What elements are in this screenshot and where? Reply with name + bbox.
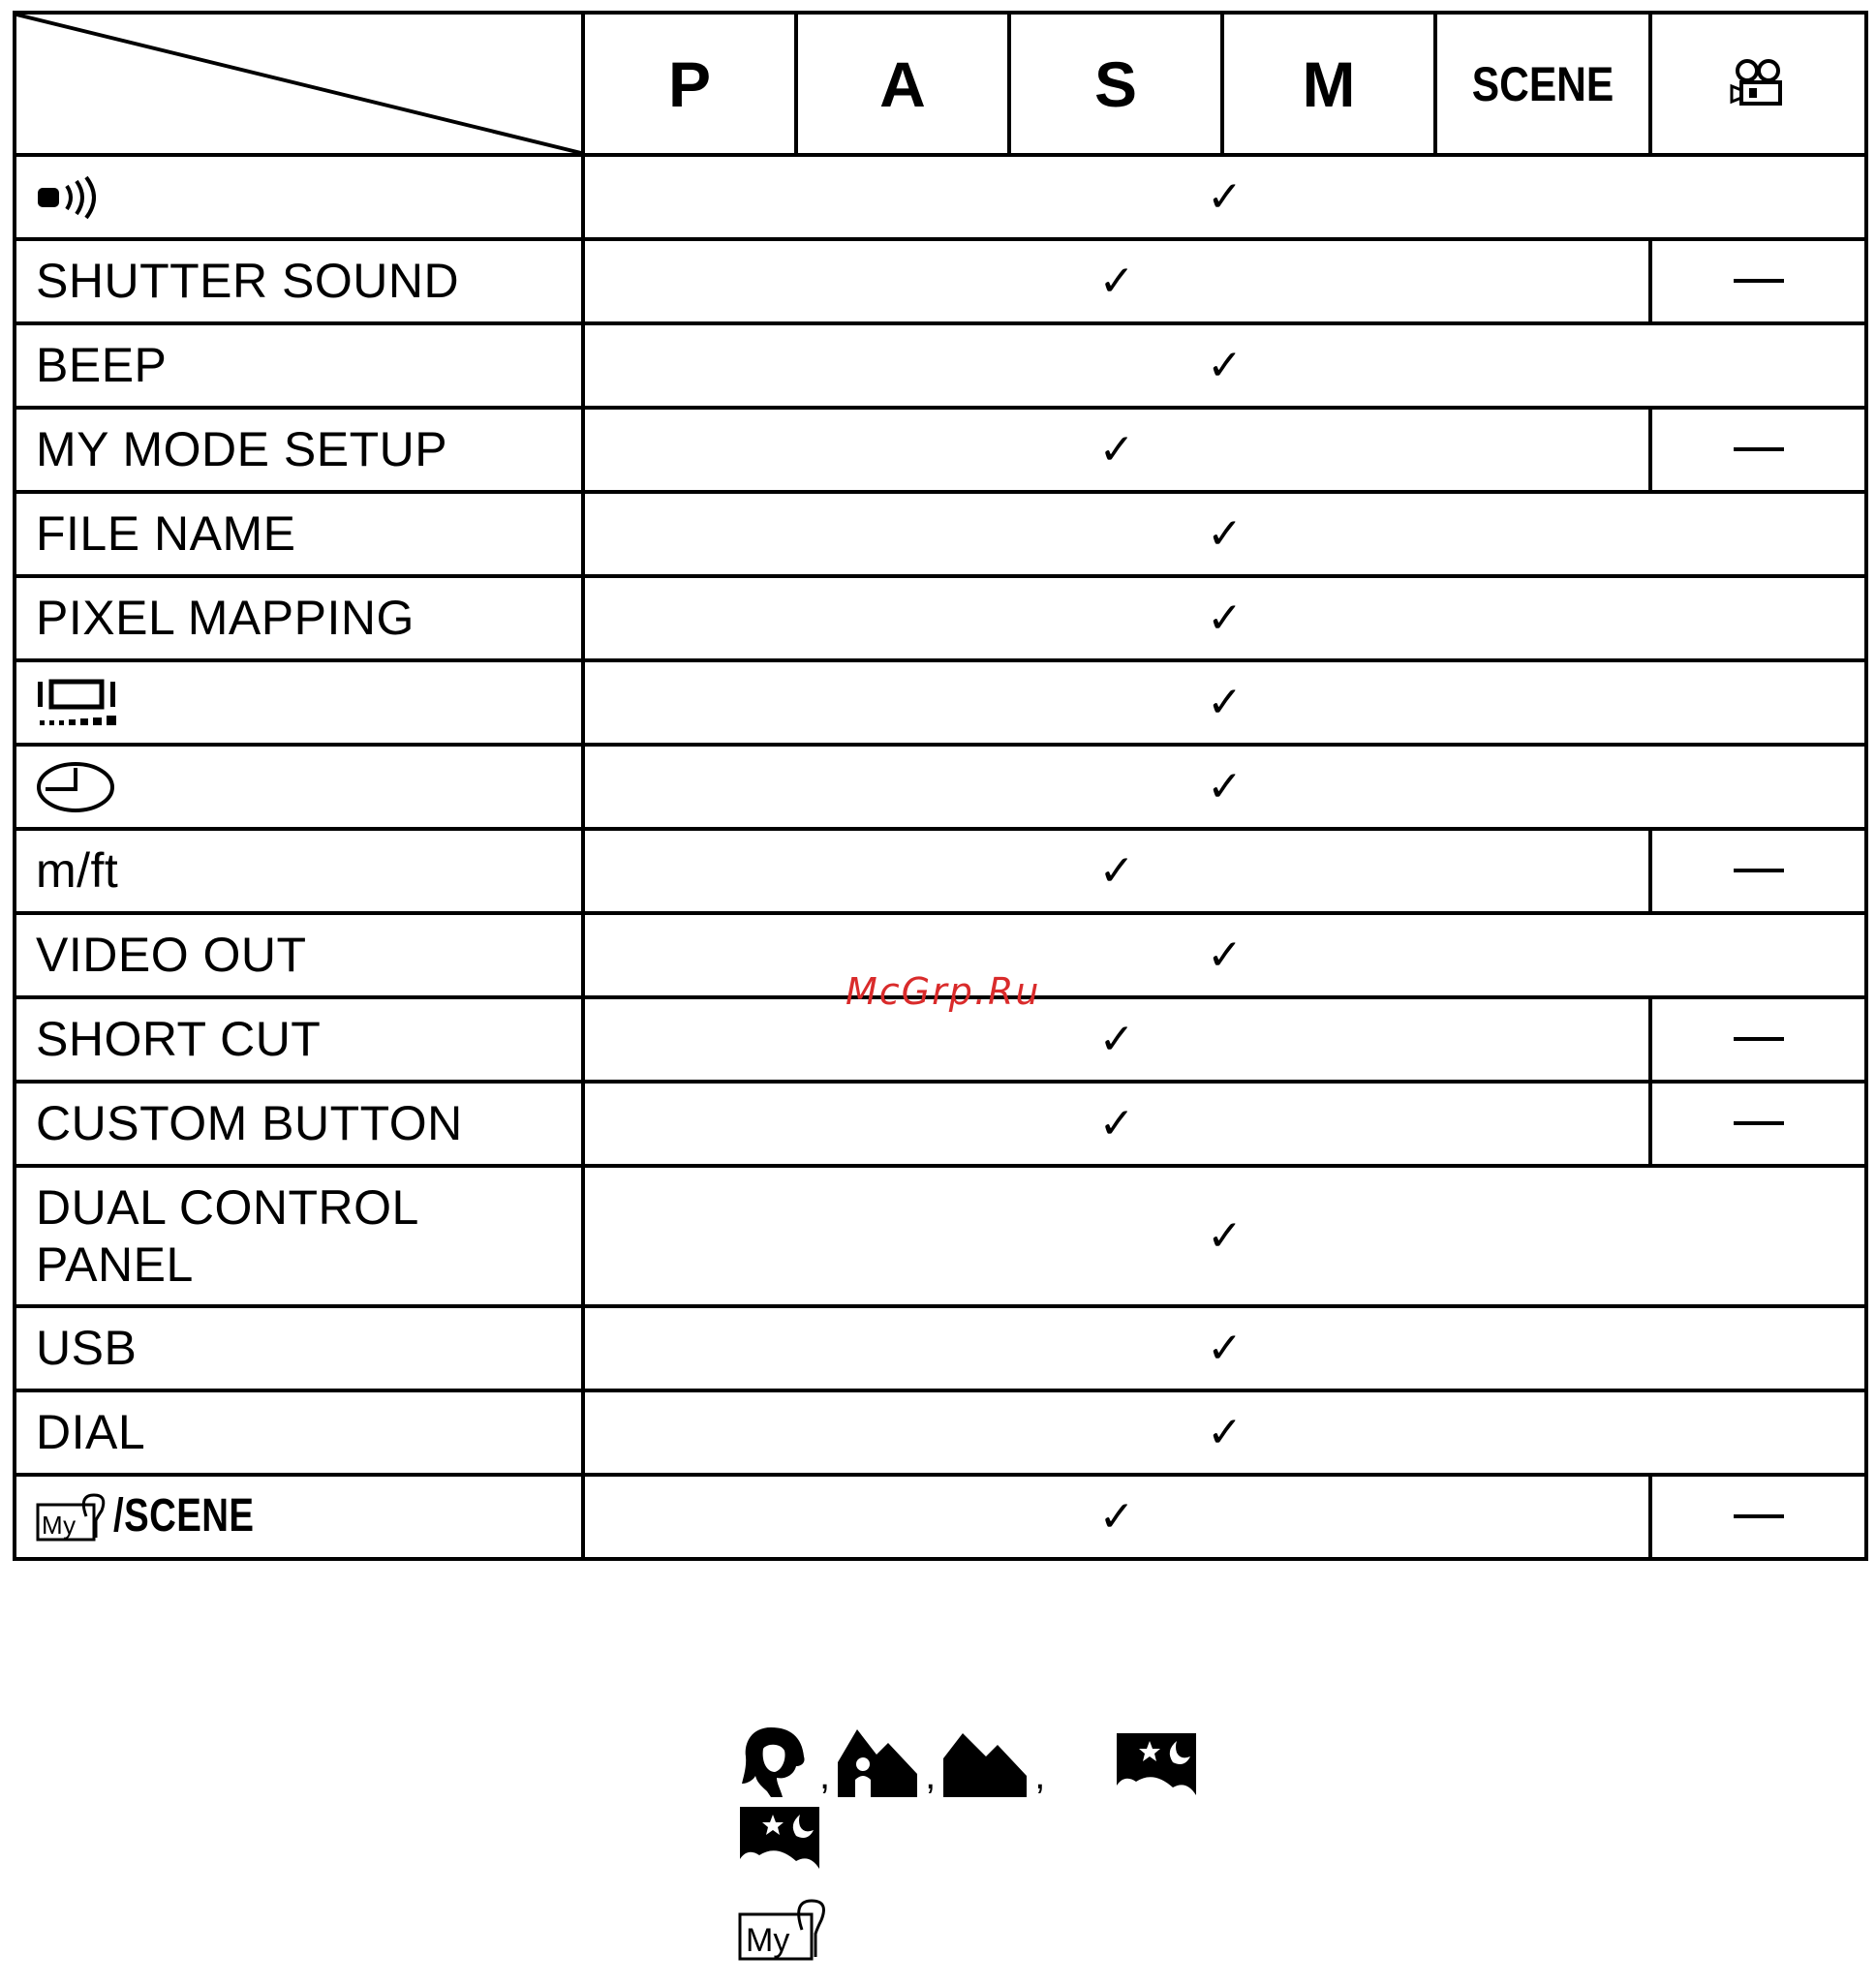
row-label: PIXEL MAPPING [15, 576, 583, 660]
mode-header-m: M [1222, 13, 1435, 155]
landscape-portrait-icon [836, 1724, 919, 1799]
row-check: ✓ [583, 1306, 1866, 1390]
monitor-brightness-icon [36, 676, 117, 730]
my-mode-icon [36, 1491, 109, 1543]
row-movie-dash [1650, 408, 1866, 492]
table-row [15, 660, 1866, 745]
row-check: ✓ [583, 997, 1650, 1082]
table-row [15, 745, 1866, 829]
row-label-line: PANEL [36, 1237, 194, 1292]
row-check: ✓ [583, 492, 1866, 576]
dash-mark [1734, 1121, 1784, 1125]
row-check: ✓ [583, 576, 1866, 660]
row-label-monitor-brightness [15, 660, 583, 745]
diagonal-divider [16, 15, 581, 153]
table-row [15, 323, 1866, 408]
movie-camera-icon [1730, 59, 1788, 109]
row-check: ✓ [583, 660, 1866, 745]
row-check: ✓ [583, 408, 1650, 492]
night-scene-icon [1115, 1731, 1198, 1799]
row-label: CUSTOM BUTTON [15, 1082, 583, 1166]
row-check: ✓ [583, 155, 1866, 239]
row-label: DIAL [15, 1390, 583, 1475]
header-row [15, 13, 1866, 155]
dash-mark [1734, 447, 1784, 451]
row-check: ✓ [583, 913, 1866, 997]
row-check: ✓ [583, 1390, 1866, 1475]
clock-icon [36, 760, 117, 814]
mode-header-p: P [583, 13, 796, 155]
table-row [15, 408, 1866, 492]
row-label-sound [15, 155, 583, 239]
scene-icons-line [738, 1805, 1198, 1878]
row-label-line: DUAL CONTROL [36, 1179, 419, 1235]
scene-mode-notes [738, 1724, 1198, 1968]
mode-header-a: A [796, 13, 1009, 155]
table-row [15, 1306, 1866, 1390]
row-label: m/ft [15, 829, 583, 913]
table-row [15, 829, 1866, 913]
mode-header-scene: SCENE [1452, 13, 1635, 155]
row-label: MY MODE SETUP [15, 408, 583, 492]
dash-mark [1734, 1514, 1784, 1518]
mode-header-s: S [1009, 13, 1222, 155]
corner-cell [15, 13, 583, 155]
row-label-suffix: /SCENE [113, 1490, 255, 1542]
portrait-icon [738, 1724, 814, 1799]
separator: , [1034, 1755, 1046, 1797]
row-movie-dash [1650, 1082, 1866, 1166]
scene-icons-line [738, 1724, 1198, 1799]
watermark: McGrp.Ru [846, 970, 1041, 1013]
row-label-dual-control-panel [15, 1166, 583, 1306]
row-label: USB [15, 1306, 583, 1390]
separator: , [925, 1755, 937, 1797]
row-label: BEEP [15, 323, 583, 408]
dash-mark [1734, 869, 1784, 872]
night-portrait-icon [738, 1805, 821, 1873]
dash-mark [1734, 1037, 1784, 1041]
svg-text:My: My [42, 1510, 77, 1540]
row-label-clock [15, 745, 583, 829]
row-check: ✓ [583, 1082, 1650, 1166]
table-row [15, 576, 1866, 660]
landscape-icon [941, 1729, 1029, 1799]
row-check: ✓ [583, 1166, 1866, 1306]
dash-mark [1734, 279, 1784, 283]
row-check: ✓ [583, 323, 1866, 408]
row-movie-dash [1650, 997, 1866, 1082]
row-check: ✓ [583, 1475, 1650, 1559]
sound-volume-icon [36, 176, 106, 219]
row-label: SHORT CUT [15, 997, 583, 1082]
row-label: SHUTTER SOUND [15, 239, 583, 323]
my-mode-icon [738, 1895, 831, 1963]
row-check: ✓ [583, 829, 1650, 913]
mode-header-movie [1650, 13, 1866, 155]
table-row [15, 1082, 1866, 1166]
table-row [15, 492, 1866, 576]
table-row [15, 1475, 1866, 1559]
svg-text:My: My [746, 1922, 790, 1959]
row-label: FILE NAME [15, 492, 583, 576]
separator: , [819, 1755, 831, 1797]
row-movie-dash [1650, 1475, 1866, 1559]
table-row [15, 1166, 1866, 1306]
row-check: ✓ [583, 745, 1866, 829]
row-label-my-scene [15, 1475, 583, 1559]
table-row [15, 155, 1866, 239]
row-movie-dash [1650, 829, 1866, 913]
scene-icons-line [738, 1895, 1198, 1968]
row-label: VIDEO OUT [15, 913, 583, 997]
row-check: ✓ [583, 239, 1650, 323]
table-row [15, 239, 1866, 323]
table-row [15, 1390, 1866, 1475]
row-movie-dash [1650, 239, 1866, 323]
mode-settings-table [13, 11, 1868, 1561]
